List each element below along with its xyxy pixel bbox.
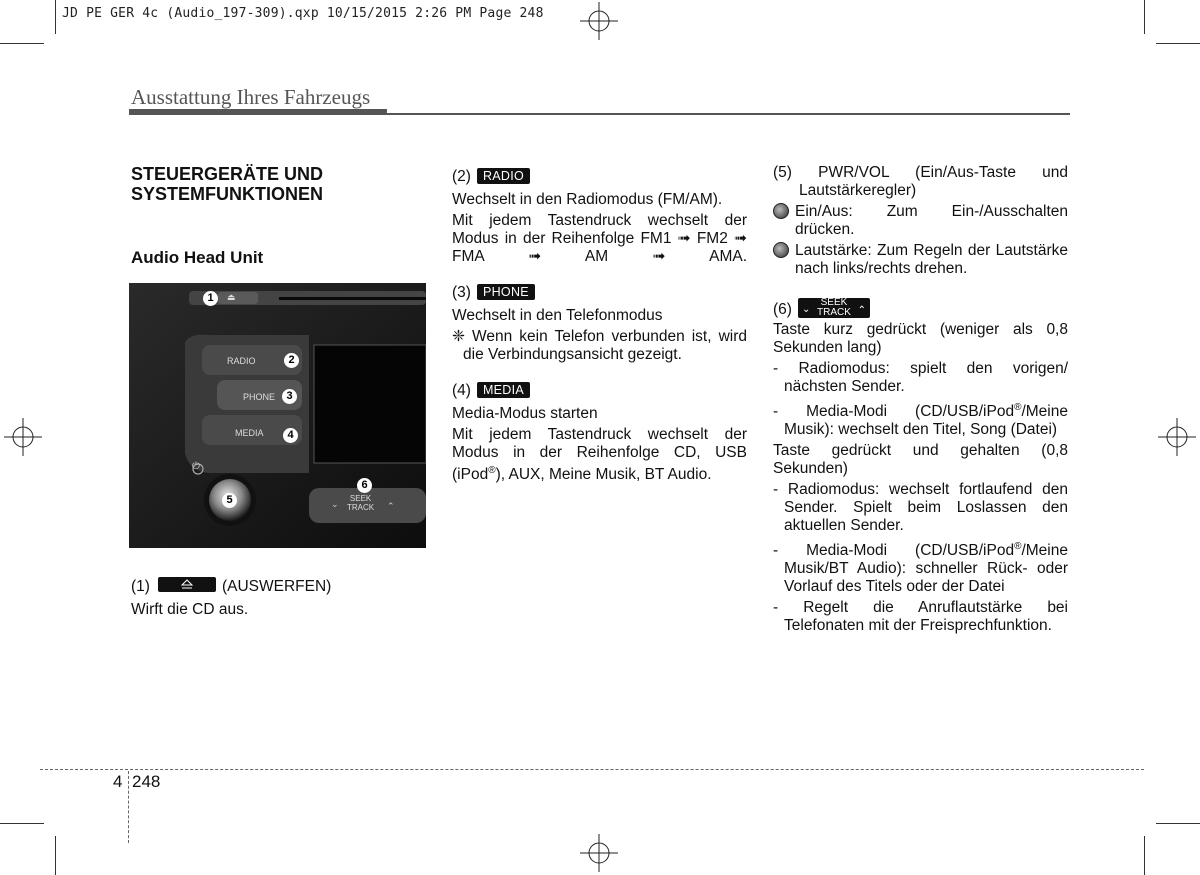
callout-5: 5 bbox=[222, 493, 237, 508]
callout-3: 3 bbox=[282, 389, 297, 404]
item-1 bbox=[131, 577, 431, 619]
page-number: 248 bbox=[132, 772, 161, 791]
power-icon: ⏻ bbox=[192, 461, 200, 472]
knob-icon bbox=[773, 242, 789, 258]
chevron-down-icon: ⌄ bbox=[331, 499, 339, 509]
registered-mark: ® bbox=[1014, 541, 1022, 553]
item-4-number: (4) bbox=[452, 382, 471, 399]
short-press-media bbox=[773, 399, 1068, 439]
registered-mark: ® bbox=[488, 465, 496, 476]
registration-mark-icon bbox=[1158, 418, 1196, 456]
head-unit-radio-label: RADIO bbox=[227, 356, 256, 366]
long-press-call-volume: - Regelt die Anruflautstärke bei Telefonaten mit der Freisprechfunktion. bbox=[773, 599, 1068, 635]
crop-mark bbox=[55, 0, 56, 34]
chevron-up-icon: ⌃ bbox=[387, 501, 395, 511]
long-press-media-text: - Media-Modi (CD/USB/iPod bbox=[773, 542, 1015, 560]
crop-mark bbox=[1144, 836, 1145, 875]
short-press-media-text-end: /Meine Musik): wechselt den Titel, Song (Datei) bbox=[784, 403, 1068, 439]
crop-mark bbox=[1156, 823, 1200, 824]
crop-mark bbox=[1156, 43, 1200, 44]
knob-icon bbox=[773, 203, 789, 219]
short-press-radio: - Radiomodus: spielt den vorigen/ nächsten Sender. bbox=[773, 360, 1068, 395]
chapter-number: 4 bbox=[113, 772, 123, 791]
media-badge: MEDIA bbox=[477, 382, 530, 398]
registration-mark-icon bbox=[580, 834, 618, 872]
eject-icon bbox=[158, 577, 216, 592]
long-press-media bbox=[773, 538, 1068, 596]
right-column bbox=[773, 164, 1068, 635]
chevron-down-icon: ⌄ bbox=[801, 304, 811, 315]
registration-mark-icon bbox=[580, 2, 618, 40]
crop-mark bbox=[0, 823, 44, 824]
item-2-line-2: Mit jedem Tastendruck wechselt der Modus in der Reihenfolge FM1 ➟ FM2 ➟ FMA ➟ AM ➟ AMA. bbox=[452, 212, 747, 265]
item-2-number: (2) bbox=[452, 168, 471, 185]
item-1-description: Wirft die CD aus. bbox=[131, 601, 249, 618]
running-header-title: Ausstattung Ihres Fahrzeugs bbox=[131, 85, 371, 109]
item-4-line-2 bbox=[452, 426, 747, 484]
header-rule bbox=[387, 113, 1070, 115]
item-5-volume-text: Lautstärke: Zum Regeln der Lautstärke nach links/rechts drehen. bbox=[795, 242, 1068, 277]
chevron-up-icon: ⌃ bbox=[857, 305, 866, 316]
head-unit-media-label: MEDIA bbox=[235, 428, 264, 438]
item-5-volume bbox=[773, 242, 1068, 278]
short-press-media-text: - Media-Modi (CD/USB/iPod bbox=[773, 403, 1015, 421]
item-4-line-1: Media-Modus starten bbox=[452, 405, 598, 422]
callout-1: 1 bbox=[203, 291, 218, 306]
item-3-line-1: Wechselt in den Telefonmodus bbox=[452, 307, 663, 324]
registration-mark-icon bbox=[4, 418, 42, 456]
track-label: TRACK bbox=[817, 307, 851, 318]
item-2-line-1: Wechselt in den Radiomodus (FM/AM). bbox=[452, 191, 723, 208]
head-unit-seek-label bbox=[347, 494, 374, 512]
seek-label-bottom: TRACK bbox=[347, 503, 375, 512]
crop-mark bbox=[0, 43, 44, 44]
item-5-power bbox=[773, 203, 1068, 239]
callout-2: 2 bbox=[284, 353, 299, 368]
item-1-number: (1) bbox=[131, 578, 150, 595]
registered-mark: ® bbox=[1014, 402, 1022, 413]
phone-badge: PHONE bbox=[477, 284, 535, 300]
item-3-note: ❈ Wenn kein Telefon verbunden ist, wird die Verbindungsansicht gezeigt. bbox=[452, 328, 747, 363]
radio-badge: RADIO bbox=[477, 168, 530, 184]
eject-icon: ⏏ bbox=[227, 292, 236, 302]
crop-mark bbox=[1144, 0, 1145, 34]
head-unit-photo bbox=[129, 283, 426, 548]
item-5-title: (5) PWR/VOL (Ein/Aus-Taste und Lautstärkeregler) bbox=[773, 164, 1068, 199]
seek-label-top: SEEK bbox=[349, 494, 372, 503]
footer-rule bbox=[40, 769, 1144, 770]
print-slug: JD PE GER 4c (Audio_197-309).qxp 10/15/2015 2:26 PM Page 248 bbox=[62, 6, 544, 21]
item-3-number: (3) bbox=[452, 284, 471, 301]
middle-column bbox=[452, 168, 747, 484]
item-6-number: (6) bbox=[773, 301, 792, 318]
section-subtitle: Audio Head Unit bbox=[131, 248, 264, 267]
long-press-heading: Taste gedrückt und gehalten (0,8 Sekunden) bbox=[773, 442, 1068, 478]
seek-track-badge bbox=[798, 298, 870, 318]
long-press-media-text-end: /Meine Musik/BT Audio): schneller Rück- oder Vorlauf des Titels oder der Datei bbox=[784, 542, 1068, 596]
footer-divider bbox=[128, 771, 129, 843]
item-4-line-2-text: Mit jedem Tastendruck wechselt der Modus in der Reihenfolge CD, USB (iPod bbox=[452, 426, 747, 484]
item-4-line-2-text-end: ), AUX, Meine Musik, BT Audio. bbox=[495, 466, 712, 484]
long-press-radio: - Radiomodus: wechselt fortlaufend den Sender. Spielt beim Loslassen den aktuellen Sender. bbox=[773, 481, 1068, 535]
head-unit-phone-label: PHONE bbox=[243, 392, 276, 402]
crop-mark bbox=[55, 836, 56, 875]
callout-6: 6 bbox=[357, 478, 372, 493]
short-press-heading: Taste kurz gedrückt (weniger als 0,8 Sekunden lang) bbox=[773, 321, 1068, 356]
callout-4: 4 bbox=[283, 428, 298, 443]
header-rule bbox=[129, 109, 387, 115]
seek-label: SEEK bbox=[820, 297, 848, 308]
item-1-label: (AUSWERFEN) bbox=[221, 578, 332, 595]
item-5-power-text: Ein/Aus: Zum Ein-/Ausschalten drücken. bbox=[795, 203, 1068, 238]
head-unit-illustration bbox=[129, 283, 426, 548]
section-title: STEUERGERÄTE UND SYSTEMFUNKTIONEN bbox=[131, 164, 324, 204]
